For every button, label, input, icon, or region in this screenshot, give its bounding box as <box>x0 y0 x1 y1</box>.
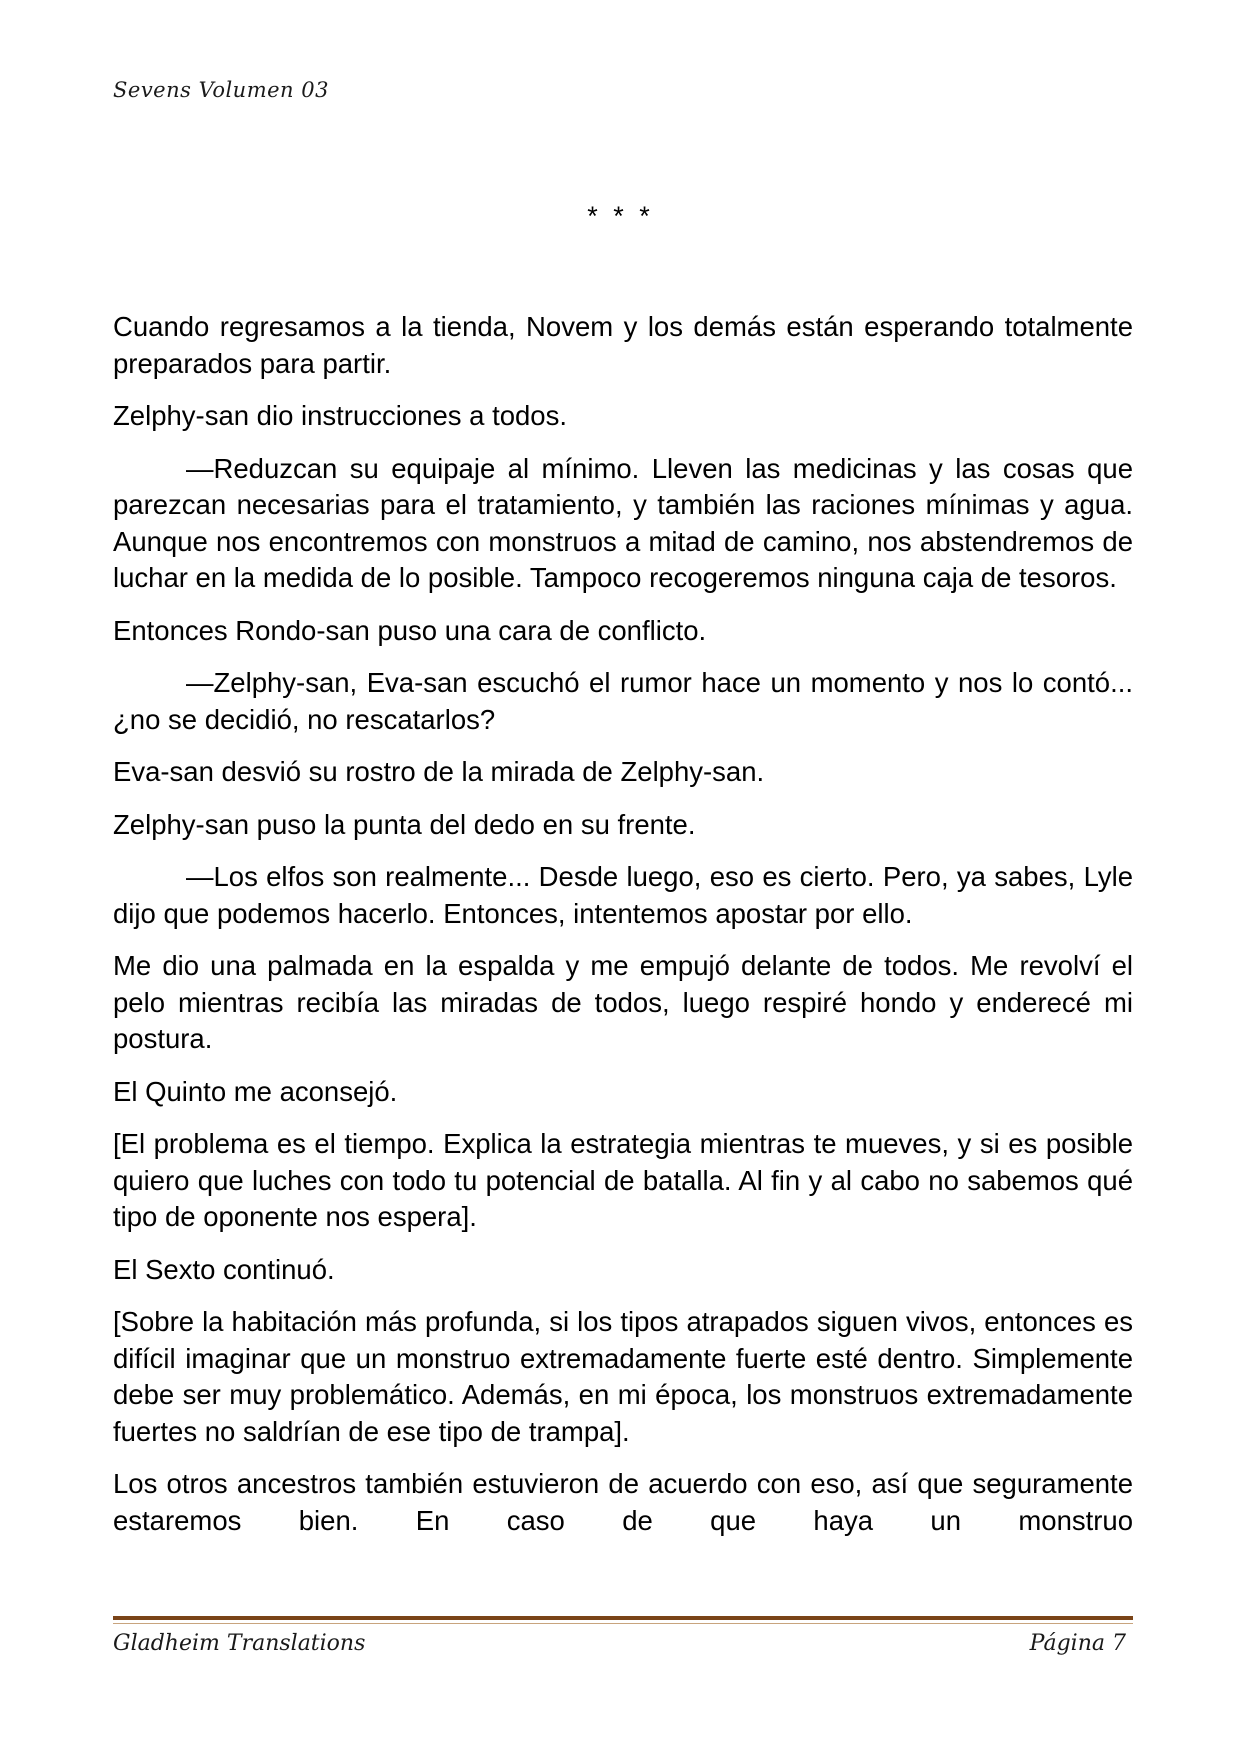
running-header: Sevens Volumen 03 <box>113 78 329 102</box>
dialogue-paragraph: —Reduzcan su equipaje al mínimo. Lleven las medicinas y las cosas que parezcan necesarias para el tratamiento, y también las raciones mínimas y agua. Aunque nos encontremos con monstruos a mitad de camino, nos abstendremos de luchar en la medida de lo posible. Tampoco recogeremos ninguna caja de tesoros. <box>113 452 1133 593</box>
paragraph: El Quinto me aconsejó. <box>113 1075 398 1107</box>
footer-publisher: Gladheim Translations <box>113 1631 366 1656</box>
body-text <box>113 309 1133 1555</box>
page-number: Página 7 <box>1029 1631 1126 1656</box>
paragraph: Los otros ancestros también estuvieron de acuerdo con eso, así que seguramente estaremos bien. En caso de que haya un monstruo <box>113 1468 1133 1536</box>
paragraph: Cuando regresamos a la tienda, Novem y los demás están esperando totalmente preparados para partir. <box>113 311 1133 379</box>
footer-divider <box>113 1616 1133 1620</box>
paragraph: Zelphy-san puso la punta del dedo en su frente. <box>113 808 696 840</box>
paragraph: [Sobre la habitación más profunda, si los tipos atrapados siguen vivos, entonces es difícil imaginar que un monstruo extremadamente fuerte esté dentro. Simplemente debe ser muy problemático. Además, en mi época, los monstruos extremadamente fuertes no saldrían de ese tipo de trampa]. <box>113 1306 1133 1447</box>
paragraph: [El problema es el tiempo. Explica la estrategia mientras te mueves, y si es posible quiero que luches con todo tu potencial de batalla. Al fin y al cabo no sabemos qué tipo de oponente nos espera]. <box>113 1128 1133 1232</box>
paragraph: Entonces Rondo-san puso una cara de conflicto. <box>113 614 707 646</box>
dialogue-paragraph: —Los elfos son realmente... Desde luego, eso es cierto. Pero, ya sabes, Lyle dijo que podemos hacerlo. Entonces, intentemos apostar por ello. <box>113 861 1133 929</box>
paragraph: Eva-san desvió su rostro de la mirada de Zelphy-san. <box>113 756 765 787</box>
paragraph: Me dio una palmada en la espalda y me empujó delante de todos. Me revolví el pelo mientras recibía las miradas de todos, luego respiré hondo y enderecé mi postura. <box>113 950 1133 1054</box>
paragraph: El Sexto continuó. <box>113 1253 335 1285</box>
paragraph: Zelphy-san dio instrucciones a todos. <box>113 400 567 431</box>
scene-separator: * * * <box>587 201 654 231</box>
footer-divider-thin <box>113 1623 1133 1624</box>
dialogue-paragraph: —Zelphy-san, Eva-san escuchó el rumor hace un momento y nos lo contó... ¿no se decidió, no rescatarlos? <box>113 667 1133 735</box>
